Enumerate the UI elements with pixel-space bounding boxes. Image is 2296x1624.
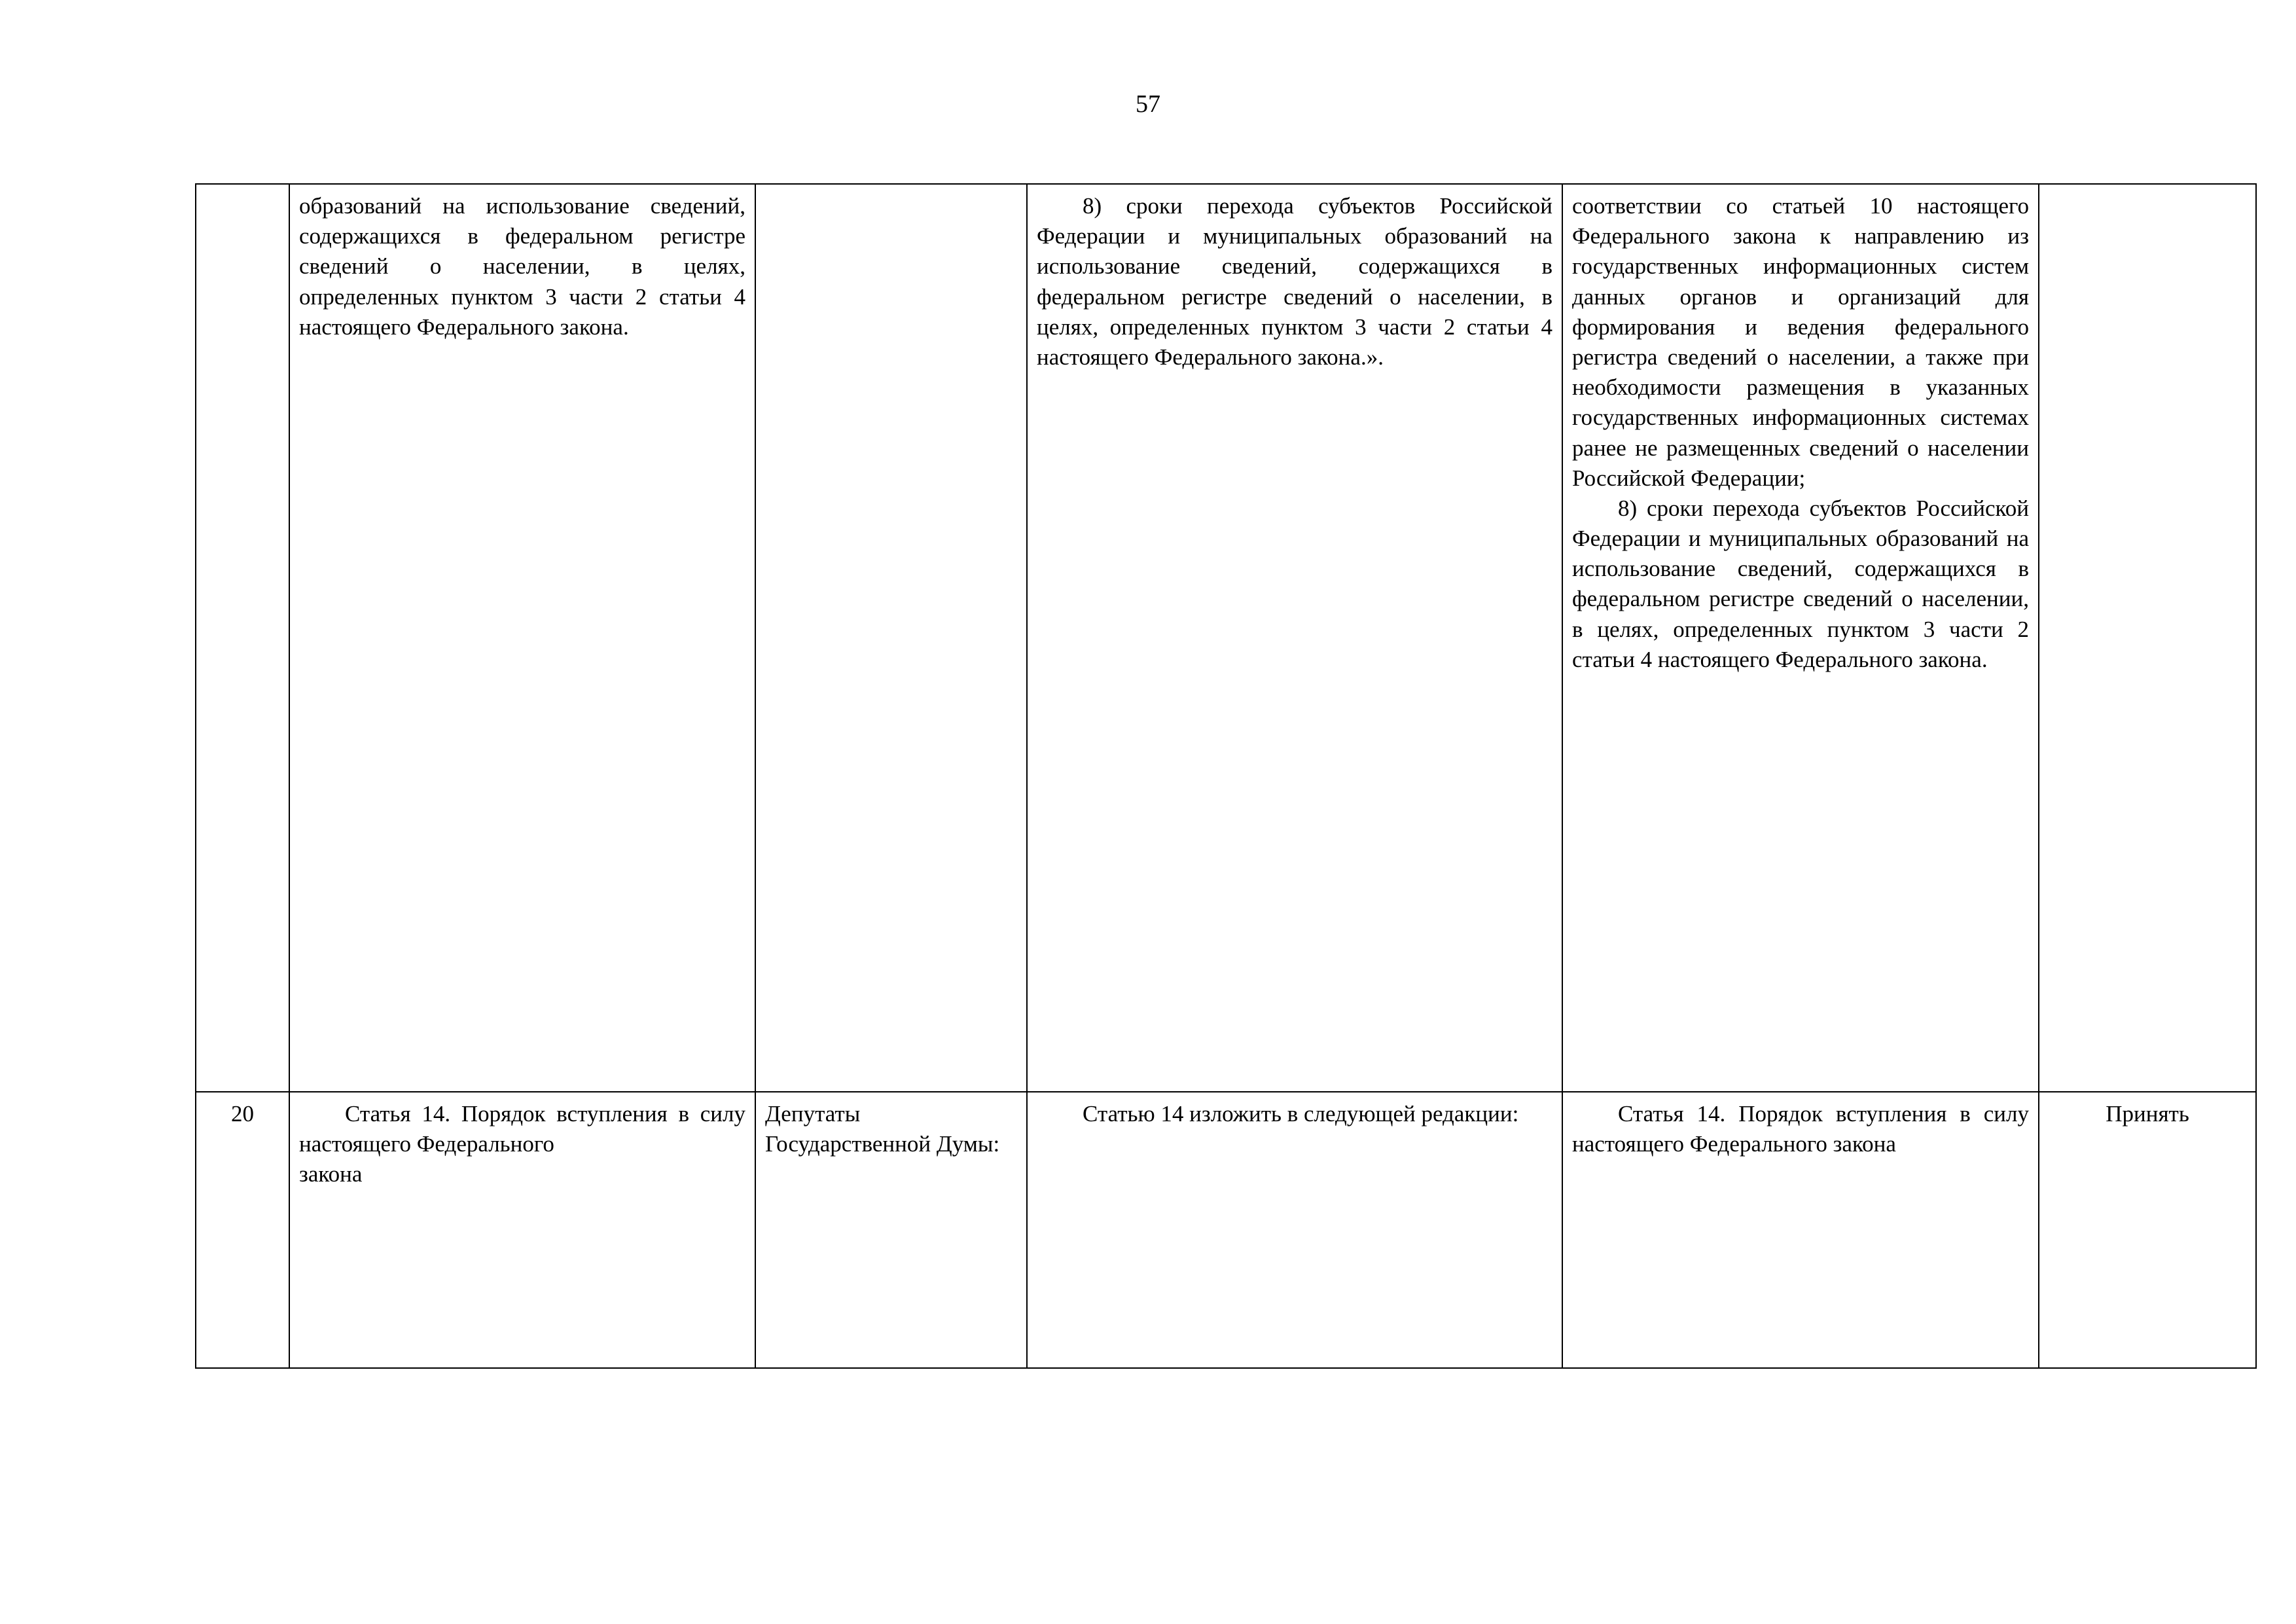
row-original-text xyxy=(289,1092,755,1368)
table-row xyxy=(196,184,2256,1092)
row-proposal: Статью 14 изложить в следующей редакции: xyxy=(1027,1092,1562,1368)
row-resolution xyxy=(2039,184,2256,1092)
row-proposal: 8) сроки перехода субъектов Российской Федерации и муниципальных образований на использование сведений, содержащихся в федеральном регистре сведений о населении, в целях, определенных пунктом 3 части 2 статьи 4 настоящего Федерального закона.». xyxy=(1027,184,1562,1092)
row-original-text-part-2: закона xyxy=(299,1161,363,1187)
row-original-text-part-1: Статья 14. Порядок вступления в силу настоящего Федерального xyxy=(299,1101,745,1157)
amendments-table-wrapper xyxy=(195,183,2255,1369)
row-author: Депутаты Государственной Думы: xyxy=(755,1092,1027,1368)
amendments-table xyxy=(195,183,2257,1369)
row-author xyxy=(755,184,1027,1092)
page-number: 57 xyxy=(1136,90,1160,118)
row-resolution: Принять xyxy=(2039,1092,2256,1368)
table-row xyxy=(196,1092,2256,1368)
row-new-edition: Статья 14. Порядок вступления в силу настоящего Федерального закона xyxy=(1562,1092,2039,1368)
row-number: 20 xyxy=(196,1092,289,1368)
row-number xyxy=(196,184,289,1092)
row-new-edition-part-2: 8) сроки перехода субъектов Российской Федерации и муниципальных образований на использование сведений, содержащихся в федеральном регистре сведений о населении, в целях, определенных пунктом 3 части 2 статьи 4 настоящего Федерального закона. xyxy=(1572,495,2029,672)
row-original-text: образований на использование сведений, содержащихся в федеральном регистре сведений о населении, в целях, определенных пунктом 3 части 2 статьи 4 настоящего Федерального закона. xyxy=(289,184,755,1092)
row-new-edition-part-1: соответствии со статьей 10 настоящего Федерального закона к направлению из государственных информационных систем данных органов и организаций для формирования и ведения федерального регистра сведений о населении, а также при необходимости размещения в указанных государственных информационных системах ранее не размещенных сведений о населении Российской Федерации; xyxy=(1572,193,2029,491)
row-new-edition xyxy=(1562,184,2039,1092)
